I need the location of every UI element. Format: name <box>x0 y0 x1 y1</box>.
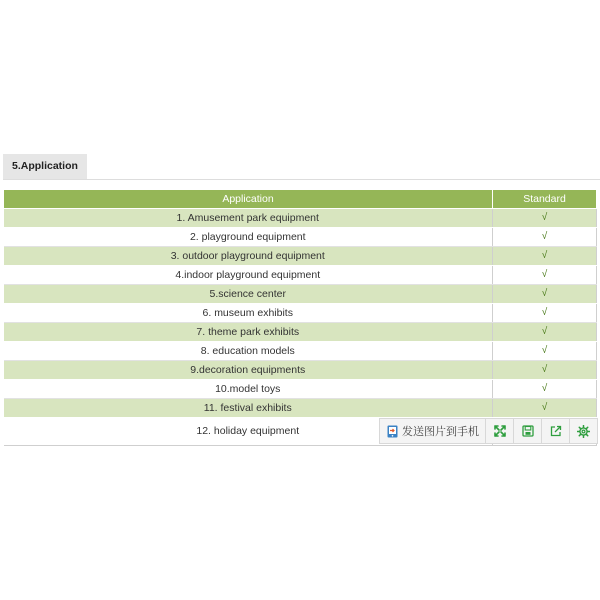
share-icon <box>550 425 562 437</box>
table-row <box>4 228 597 247</box>
column-header-standard: Standard <box>493 190 597 209</box>
standard-check-cell: √ <box>493 380 597 399</box>
settings-icon <box>577 425 590 438</box>
application-cell: 5.science center <box>4 285 493 304</box>
save-button[interactable] <box>514 419 542 443</box>
table-row <box>4 323 597 342</box>
application-cell: 7. theme park exhibits <box>4 323 493 342</box>
standard-check-cell: √ <box>493 247 597 266</box>
table-row <box>4 247 597 266</box>
standard-check-cell: √ <box>493 361 597 380</box>
table-row <box>4 285 597 304</box>
send-to-phone-button[interactable] <box>380 419 486 443</box>
fullscreen-button[interactable] <box>486 419 514 443</box>
application-cell: 11. festival exhibits <box>4 399 493 418</box>
settings-button[interactable] <box>570 419 597 443</box>
application-cell: 4.indoor playground equipment <box>4 266 493 285</box>
application-table <box>3 189 597 446</box>
table-row <box>4 209 597 228</box>
application-cell: 9.decoration equipments <box>4 361 493 380</box>
application-cell: 12. holiday equipment <box>4 418 493 446</box>
table-header-row <box>4 190 597 209</box>
standard-check-cell: √ <box>493 209 597 228</box>
application-cell: 10.model toys <box>4 380 493 399</box>
standard-check-cell: √ <box>493 399 597 418</box>
column-header-application: Application <box>4 190 493 209</box>
standard-check-cell: √ <box>493 304 597 323</box>
table-row <box>4 380 597 399</box>
application-cell: 1. Amusement park equipment <box>4 209 493 228</box>
standard-check-cell: √ <box>493 285 597 304</box>
table-row <box>4 342 597 361</box>
application-cell: 8. education models <box>4 342 493 361</box>
send-to-phone-label: 发送图片到手机 <box>402 426 479 438</box>
standard-check-cell: √ <box>493 228 597 247</box>
save-icon <box>522 425 534 437</box>
table-row <box>4 266 597 285</box>
section-tabbar <box>3 154 600 180</box>
application-cell: 3. outdoor playground equipment <box>4 247 493 266</box>
application-cell: 2. playground equipment <box>4 228 493 247</box>
share-button[interactable] <box>542 419 570 443</box>
standard-check-cell: √ <box>493 266 597 285</box>
table-row <box>4 399 597 418</box>
standard-check-cell: √ <box>493 323 597 342</box>
send-to-phone-icon <box>387 425 398 438</box>
section-tab-application[interactable]: 5.Application <box>3 154 87 179</box>
fullscreen-icon <box>494 425 506 437</box>
image-toolbar <box>379 418 598 444</box>
standard-check-cell: √ <box>493 342 597 361</box>
application-cell: 6. museum exhibits <box>4 304 493 323</box>
table-row <box>4 304 597 323</box>
table-row <box>4 361 597 380</box>
